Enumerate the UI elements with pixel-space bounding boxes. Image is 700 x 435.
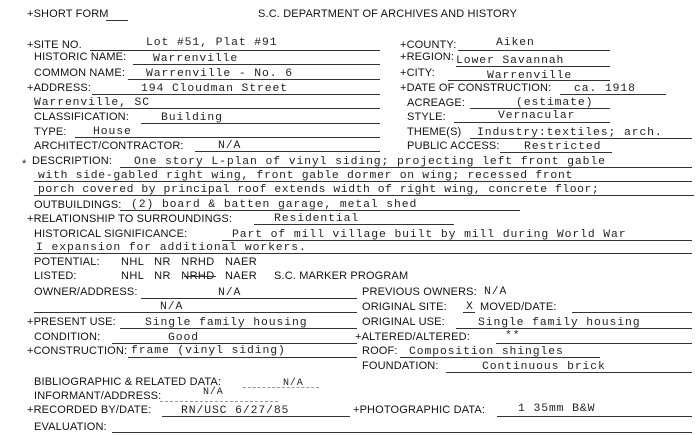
evaluation-label: EVALUATION: xyxy=(34,421,107,433)
original-use-value: Single family housing xyxy=(478,317,641,329)
sc-marker-program: S.C. MARKER PROGRAM xyxy=(274,270,409,282)
moved-date-label: MOVED/DATE: xyxy=(480,301,557,313)
relationship-label: +RELATIONSHIP TO SURROUNDINGS: xyxy=(27,213,233,225)
roof-value: Composition shingles xyxy=(409,346,564,358)
short-form-label: +SHORT FORM xyxy=(27,8,109,20)
acreage-value: (estimate) xyxy=(516,97,594,109)
outbuildings-value: (2) board & batten garage, metal shed xyxy=(131,199,418,211)
department-title: S.C. DEPARTMENT OF ARCHIVES AND HISTORY xyxy=(258,8,518,20)
address-underline xyxy=(92,94,380,95)
description-label: DESCRIPTION: xyxy=(32,155,113,167)
outbuildings-underline xyxy=(120,210,520,211)
site-no-underline xyxy=(90,50,380,51)
altered-value: ** xyxy=(505,330,521,342)
type-label: TYPE: xyxy=(34,126,67,138)
classification-label: CLASSIFICATION: xyxy=(34,111,129,123)
original-site-label: ORIGINAL SITE: xyxy=(362,301,447,313)
themes-label: THEME(S) xyxy=(407,126,462,138)
present-use-underline xyxy=(120,328,357,329)
listed-label: LISTED: xyxy=(34,270,77,282)
style-underline xyxy=(454,122,610,123)
bibliographic-value: N/A xyxy=(283,378,304,389)
potential-options: NHL NR NRHD NAER xyxy=(121,256,258,268)
bibliographic-underline xyxy=(243,387,319,388)
city-label: +CITY: xyxy=(400,67,435,79)
address-line2-underline xyxy=(34,108,380,109)
county-value: Aiken xyxy=(496,37,535,49)
informant-underline xyxy=(160,401,278,402)
address-label: +ADDRESS: xyxy=(27,82,92,94)
historic-name-label: HISTORIC NAME: xyxy=(34,51,127,63)
foundation-label: FOUNDATION: xyxy=(362,360,439,372)
historical-significance-label: HISTORICAL SIGNIFICANCE: xyxy=(34,228,188,240)
region-underline xyxy=(456,66,610,67)
date-of-construction-value: ca. 1918 xyxy=(574,83,636,95)
photographic-value: 1 35mm B&W xyxy=(518,403,596,415)
owner-address-line2: N/A xyxy=(160,301,184,313)
region-value: Lower Savannah xyxy=(456,55,565,67)
classification-value: Building xyxy=(161,112,223,124)
informant-label: INFORMANT/ADDRESS: xyxy=(34,390,162,402)
owner-address-underline xyxy=(141,298,357,299)
potential-label: POTENTIAL: xyxy=(34,256,100,268)
public-access-label: PUBLIC ACCESS: xyxy=(407,140,500,152)
style-value: Vernacular xyxy=(498,110,576,122)
county-label: +COUNTY: xyxy=(400,39,457,51)
architect-value: N/A xyxy=(218,140,242,152)
site-no-label: +SITE NO. xyxy=(27,39,82,51)
description-line1: One story L-plan of vinyl siding; projecting left front gable xyxy=(134,156,606,168)
listed-options: NHL NR NRHD NAER xyxy=(121,270,258,282)
address-line2: Warrenville, SC xyxy=(34,97,151,109)
condition-label: CONDITION: xyxy=(34,331,101,343)
owner-address-value: N/A xyxy=(218,287,242,299)
original-site-underline xyxy=(463,312,475,313)
construction-underline xyxy=(128,357,357,358)
condition-value: Good xyxy=(168,332,199,344)
description-line1-underline xyxy=(120,167,692,168)
common-name-underline xyxy=(128,79,380,80)
historic-name-value: Warrenville xyxy=(153,53,239,65)
date-of-construction-underline xyxy=(560,94,666,95)
acreage-label: ACREAGE: xyxy=(407,97,466,109)
outbuildings-label: OUTBUILDINGS: xyxy=(34,199,122,211)
foundation-underline xyxy=(446,372,692,373)
previous-owners-value: N/A xyxy=(484,286,508,298)
historical-significance-line1-underline xyxy=(222,240,692,241)
photographic-label: +PHOTOGRAPHIC DATA: xyxy=(353,404,486,416)
date-of-construction-label: +DATE OF CONSTRUCTION: xyxy=(400,82,552,94)
recorded-value: RN/USC 6/27/85 xyxy=(181,405,290,417)
type-underline xyxy=(75,137,380,138)
construction-label: +CONSTRUCTION: xyxy=(27,345,128,357)
previous-owners-label: PREVIOUS OWNERS: xyxy=(362,286,477,298)
evaluation-underline xyxy=(112,432,692,433)
historical-significance-line2: I expansion for additional workers. xyxy=(36,242,307,254)
photographic-underline xyxy=(497,416,692,417)
moved-date-underline xyxy=(572,312,692,313)
style-label: STYLE: xyxy=(407,111,446,123)
owner-address-label: OWNER/ADDRESS: xyxy=(34,286,138,298)
themes-underline xyxy=(470,138,692,139)
recorded-label: +RECORDED BY/DATE: xyxy=(27,404,152,416)
short-form-underline xyxy=(106,20,128,21)
city-value: Warrenville xyxy=(487,70,573,82)
listed-nrhd-strike xyxy=(184,276,216,277)
informant-value: N/A xyxy=(203,387,224,398)
historic-name-underline xyxy=(133,64,380,65)
common-name-label: COMMON NAME: xyxy=(34,67,126,79)
historical-significance-line2-underline xyxy=(34,253,692,254)
public-access-value: Restricted xyxy=(524,141,602,153)
city-underline xyxy=(448,80,610,81)
common-name-value: Warrenville - No. 6 xyxy=(146,68,293,80)
public-access-underline xyxy=(500,152,612,153)
altered-underline xyxy=(496,343,692,344)
historical-significance-line1: Part of mill village built by mill during World War xyxy=(232,229,627,241)
description-marker: * xyxy=(22,158,27,170)
owner-address-line2-underline xyxy=(34,312,357,313)
roof-label: ROOF: xyxy=(362,345,398,357)
original-site-value: X xyxy=(466,301,474,313)
architect-label: ARCHITECT/CONTRACTOR: xyxy=(34,140,184,152)
original-use-label: ORIGINAL USE: xyxy=(362,316,445,328)
recorded-underline xyxy=(162,416,350,417)
address-value: 194 Cloudman Street xyxy=(141,83,288,95)
themes-value: Industry:textiles; arch. xyxy=(477,127,663,139)
relationship-value: Residential xyxy=(274,213,360,225)
region-label: +REGION: xyxy=(400,51,455,63)
type-value: House xyxy=(93,126,132,138)
present-use-value: Single family housing xyxy=(145,317,308,329)
construction-value: frame (vinyl siding) xyxy=(131,345,286,357)
architect-underline xyxy=(195,151,380,152)
foundation-value: Continuous brick xyxy=(482,361,606,373)
bibliographic-label: BIBLIOGRAPHIC & RELATED DATA: xyxy=(34,376,222,388)
site-no-value: Lot #51, Plat #91 xyxy=(146,37,278,49)
present-use-label: +PRESENT USE: xyxy=(27,316,116,328)
description-line2: with side-gabled right wing, front gable dormer on wing; recessed front xyxy=(38,170,574,182)
altered-label: +ALTERED/ALTERED: xyxy=(355,331,470,343)
description-line2-underline xyxy=(34,181,692,182)
original-use-underline xyxy=(456,328,692,329)
acreage-underline xyxy=(470,108,610,109)
relationship-underline xyxy=(254,224,454,225)
classification-underline xyxy=(141,123,380,124)
description-line3: porch covered by principal roof extends width of right wing, concrete floor; xyxy=(38,184,600,196)
description-line3-underline xyxy=(34,195,694,196)
county-underline xyxy=(458,50,610,51)
condition-underline xyxy=(112,343,357,344)
roof-underline xyxy=(400,357,600,358)
